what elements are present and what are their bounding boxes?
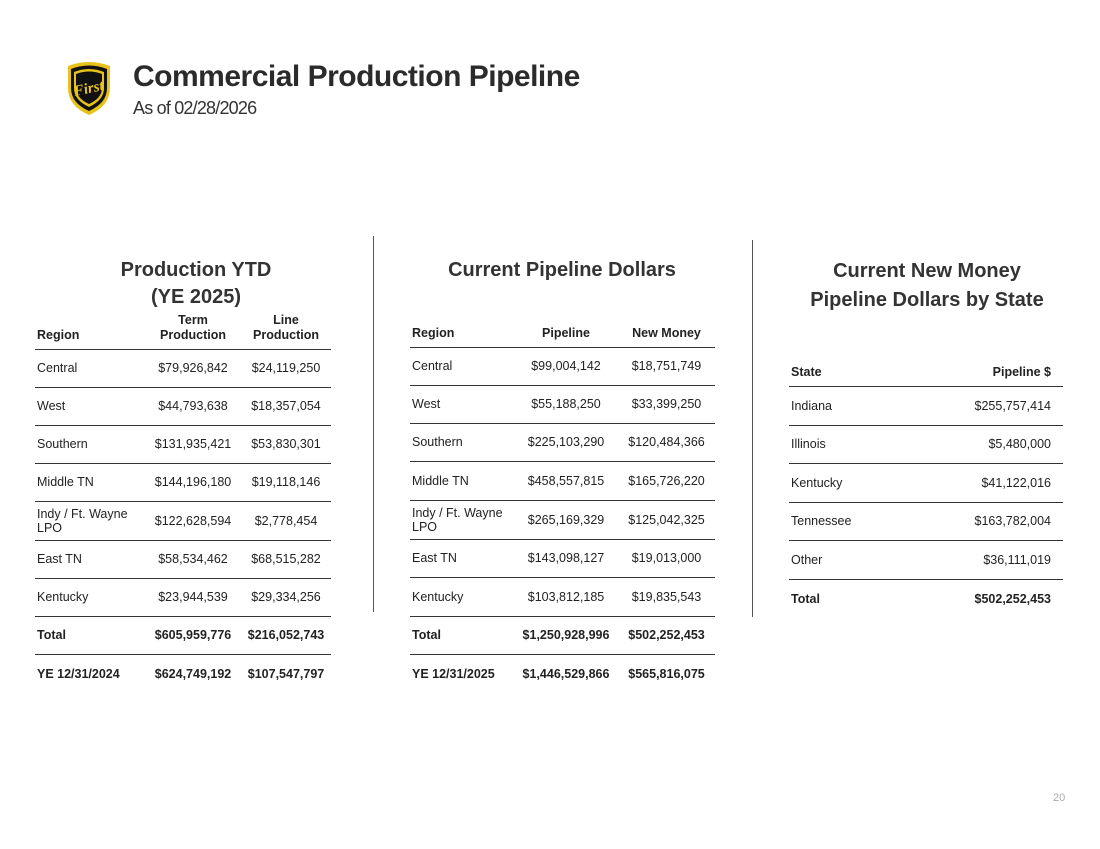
term-cell: $23,944,539 <box>145 578 241 616</box>
pipeline-cell: $55,188,250 <box>514 385 618 423</box>
region-cell: Indy / Ft. Wayne LPO <box>410 500 514 539</box>
pipeline-dollars-table <box>410 308 715 694</box>
divider-left <box>373 236 374 612</box>
col-header-pipeline-dollars: Pipeline $ <box>929 348 1063 386</box>
new-money-title-line1: Current New Money <box>833 260 1021 282</box>
col-header-line-line2: Production <box>253 327 319 342</box>
production-ytd-title-line1: Production YTD <box>120 259 272 281</box>
new-money-by-state-title <box>778 257 1076 315</box>
state-cell: Illinois <box>789 425 929 463</box>
table-row <box>410 347 715 385</box>
region-cell: Southern <box>410 423 514 461</box>
total-row <box>35 616 331 654</box>
table-row <box>35 501 331 540</box>
table-row <box>410 461 715 500</box>
term-cell: $44,793,638 <box>145 387 241 425</box>
table-row <box>410 423 715 461</box>
term-cell: $79,926,842 <box>145 349 241 387</box>
production-ytd-table <box>35 308 331 694</box>
region-cell: Kentucky <box>410 577 514 616</box>
prior-year-row <box>410 654 715 694</box>
region-cell: Total <box>35 616 145 654</box>
line-cell: $2,778,454 <box>241 501 331 540</box>
table-row <box>410 385 715 423</box>
region-cell: Kentucky <box>35 578 145 616</box>
line-cell: $19,118,146 <box>241 463 331 501</box>
region-cell: Southern <box>35 425 145 463</box>
new-money-cell: $19,013,000 <box>618 539 715 577</box>
line-cell: $29,334,256 <box>241 578 331 616</box>
pipeline-cell: $502,252,453 <box>974 592 1051 607</box>
new-money-cell: $125,042,325 <box>618 500 715 539</box>
col-header-term-line2: Production <box>160 327 226 342</box>
term-cell: $122,628,594 <box>145 501 241 540</box>
new-money-cell: $565,816,075 <box>628 667 705 682</box>
term-cell: $144,196,180 <box>145 463 241 501</box>
new-money-cell: $18,751,749 <box>618 347 715 385</box>
total-row <box>789 579 1063 619</box>
line-cell: $18,357,054 <box>241 387 331 425</box>
term-cell: $624,749,192 <box>154 667 232 682</box>
col-header-pipeline: Pipeline <box>514 308 618 347</box>
table-row <box>789 540 1063 579</box>
table-row <box>35 425 331 463</box>
state-cell: Indiana <box>789 386 929 425</box>
table-row <box>35 540 331 578</box>
col-header-line-production <box>241 308 331 349</box>
pipeline-cell: $41,122,016 <box>929 463 1063 502</box>
pipeline-cell: $99,004,142 <box>514 347 618 385</box>
term-cell: $131,935,421 <box>145 425 241 463</box>
region-cell: Central <box>35 349 145 387</box>
company-logo <box>64 60 114 116</box>
state-cell: Kentucky <box>789 463 929 502</box>
col-header-term-production <box>145 308 241 349</box>
pipeline-cell: $103,812,185 <box>514 577 618 616</box>
table-row <box>410 577 715 616</box>
prior-year-row <box>35 654 331 694</box>
page-number: 20 <box>1053 792 1066 804</box>
pipeline-cell: $36,111,019 <box>929 540 1063 579</box>
divider-right <box>752 240 753 617</box>
table-row <box>35 387 331 425</box>
col-header-term-line1: Term <box>178 312 208 327</box>
pipeline-cell: $1,250,928,996 <box>514 616 618 654</box>
table-row <box>410 500 715 539</box>
line-cell: $107,547,797 <box>247 667 325 682</box>
region-cell: Central <box>410 347 514 385</box>
table-row <box>35 578 331 616</box>
col-header-line-line1: Line <box>273 312 299 327</box>
pipeline-cell: $458,557,815 <box>514 461 618 500</box>
region-cell: Middle TN <box>35 463 145 501</box>
region-cell: East TN <box>410 539 514 577</box>
production-ytd-title-line2: (YE 2025) <box>150 286 242 308</box>
col-header-region: Region <box>410 308 514 347</box>
pipeline-cell: $143,098,127 <box>514 539 618 577</box>
table-row <box>789 463 1063 502</box>
new-money-by-state-table <box>789 348 1063 619</box>
table-row <box>35 463 331 501</box>
new-money-cell: $120,484,366 <box>618 423 715 461</box>
line-cell: $216,052,743 <box>241 616 331 654</box>
pipeline-cell: $225,103,290 <box>514 423 618 461</box>
new-money-cell: $165,726,220 <box>618 461 715 500</box>
new-money-cell: $33,399,250 <box>618 385 715 423</box>
page-subtitle: As of 02/28/2026 <box>133 98 257 118</box>
state-cell: Total <box>791 592 820 607</box>
col-header-new-money: New Money <box>618 308 715 347</box>
line-cell: $53,830,301 <box>241 425 331 463</box>
line-cell: $24,119,250 <box>241 349 331 387</box>
pipeline-cell: $5,480,000 <box>929 425 1063 463</box>
region-cell: Middle TN <box>410 461 514 500</box>
logo-text: First <box>72 78 106 100</box>
term-cell: $605,959,776 <box>145 616 241 654</box>
table-row <box>35 349 331 387</box>
state-cell: Tennessee <box>789 502 929 540</box>
production-ytd-title <box>35 257 357 311</box>
col-header-region: Region <box>35 308 145 349</box>
line-cell: $68,515,282 <box>241 540 331 578</box>
pipeline-dollars-title: Current Pipeline Dollars <box>448 259 676 281</box>
total-row <box>410 616 715 654</box>
state-cell: Other <box>789 540 929 579</box>
new-money-title-line2: Pipeline Dollars by State <box>810 289 1044 311</box>
pipeline-cell: $255,757,414 <box>929 386 1063 425</box>
region-cell: Total <box>410 616 514 654</box>
region-cell: YE 12/31/2025 <box>412 667 495 682</box>
region-cell: YE 12/31/2024 <box>37 667 120 682</box>
region-cell: West <box>35 387 145 425</box>
table-row <box>789 425 1063 463</box>
new-money-cell: $502,252,453 <box>618 616 715 654</box>
new-money-cell: $19,835,543 <box>618 577 715 616</box>
pipeline-cell: $265,169,329 <box>514 500 618 539</box>
table-row <box>410 539 715 577</box>
pipeline-cell: $163,782,004 <box>929 502 1063 540</box>
region-cell: West <box>410 385 514 423</box>
table-row <box>789 386 1063 425</box>
term-cell: $58,534,462 <box>145 540 241 578</box>
col-header-state: State <box>789 348 929 386</box>
page-title: Commercial Production Pipeline <box>133 60 580 93</box>
region-cell: Indy / Ft. Wayne LPO <box>35 501 145 540</box>
pipeline-cell: $1,446,529,866 <box>522 667 610 682</box>
table-row <box>789 502 1063 540</box>
region-cell: East TN <box>35 540 145 578</box>
